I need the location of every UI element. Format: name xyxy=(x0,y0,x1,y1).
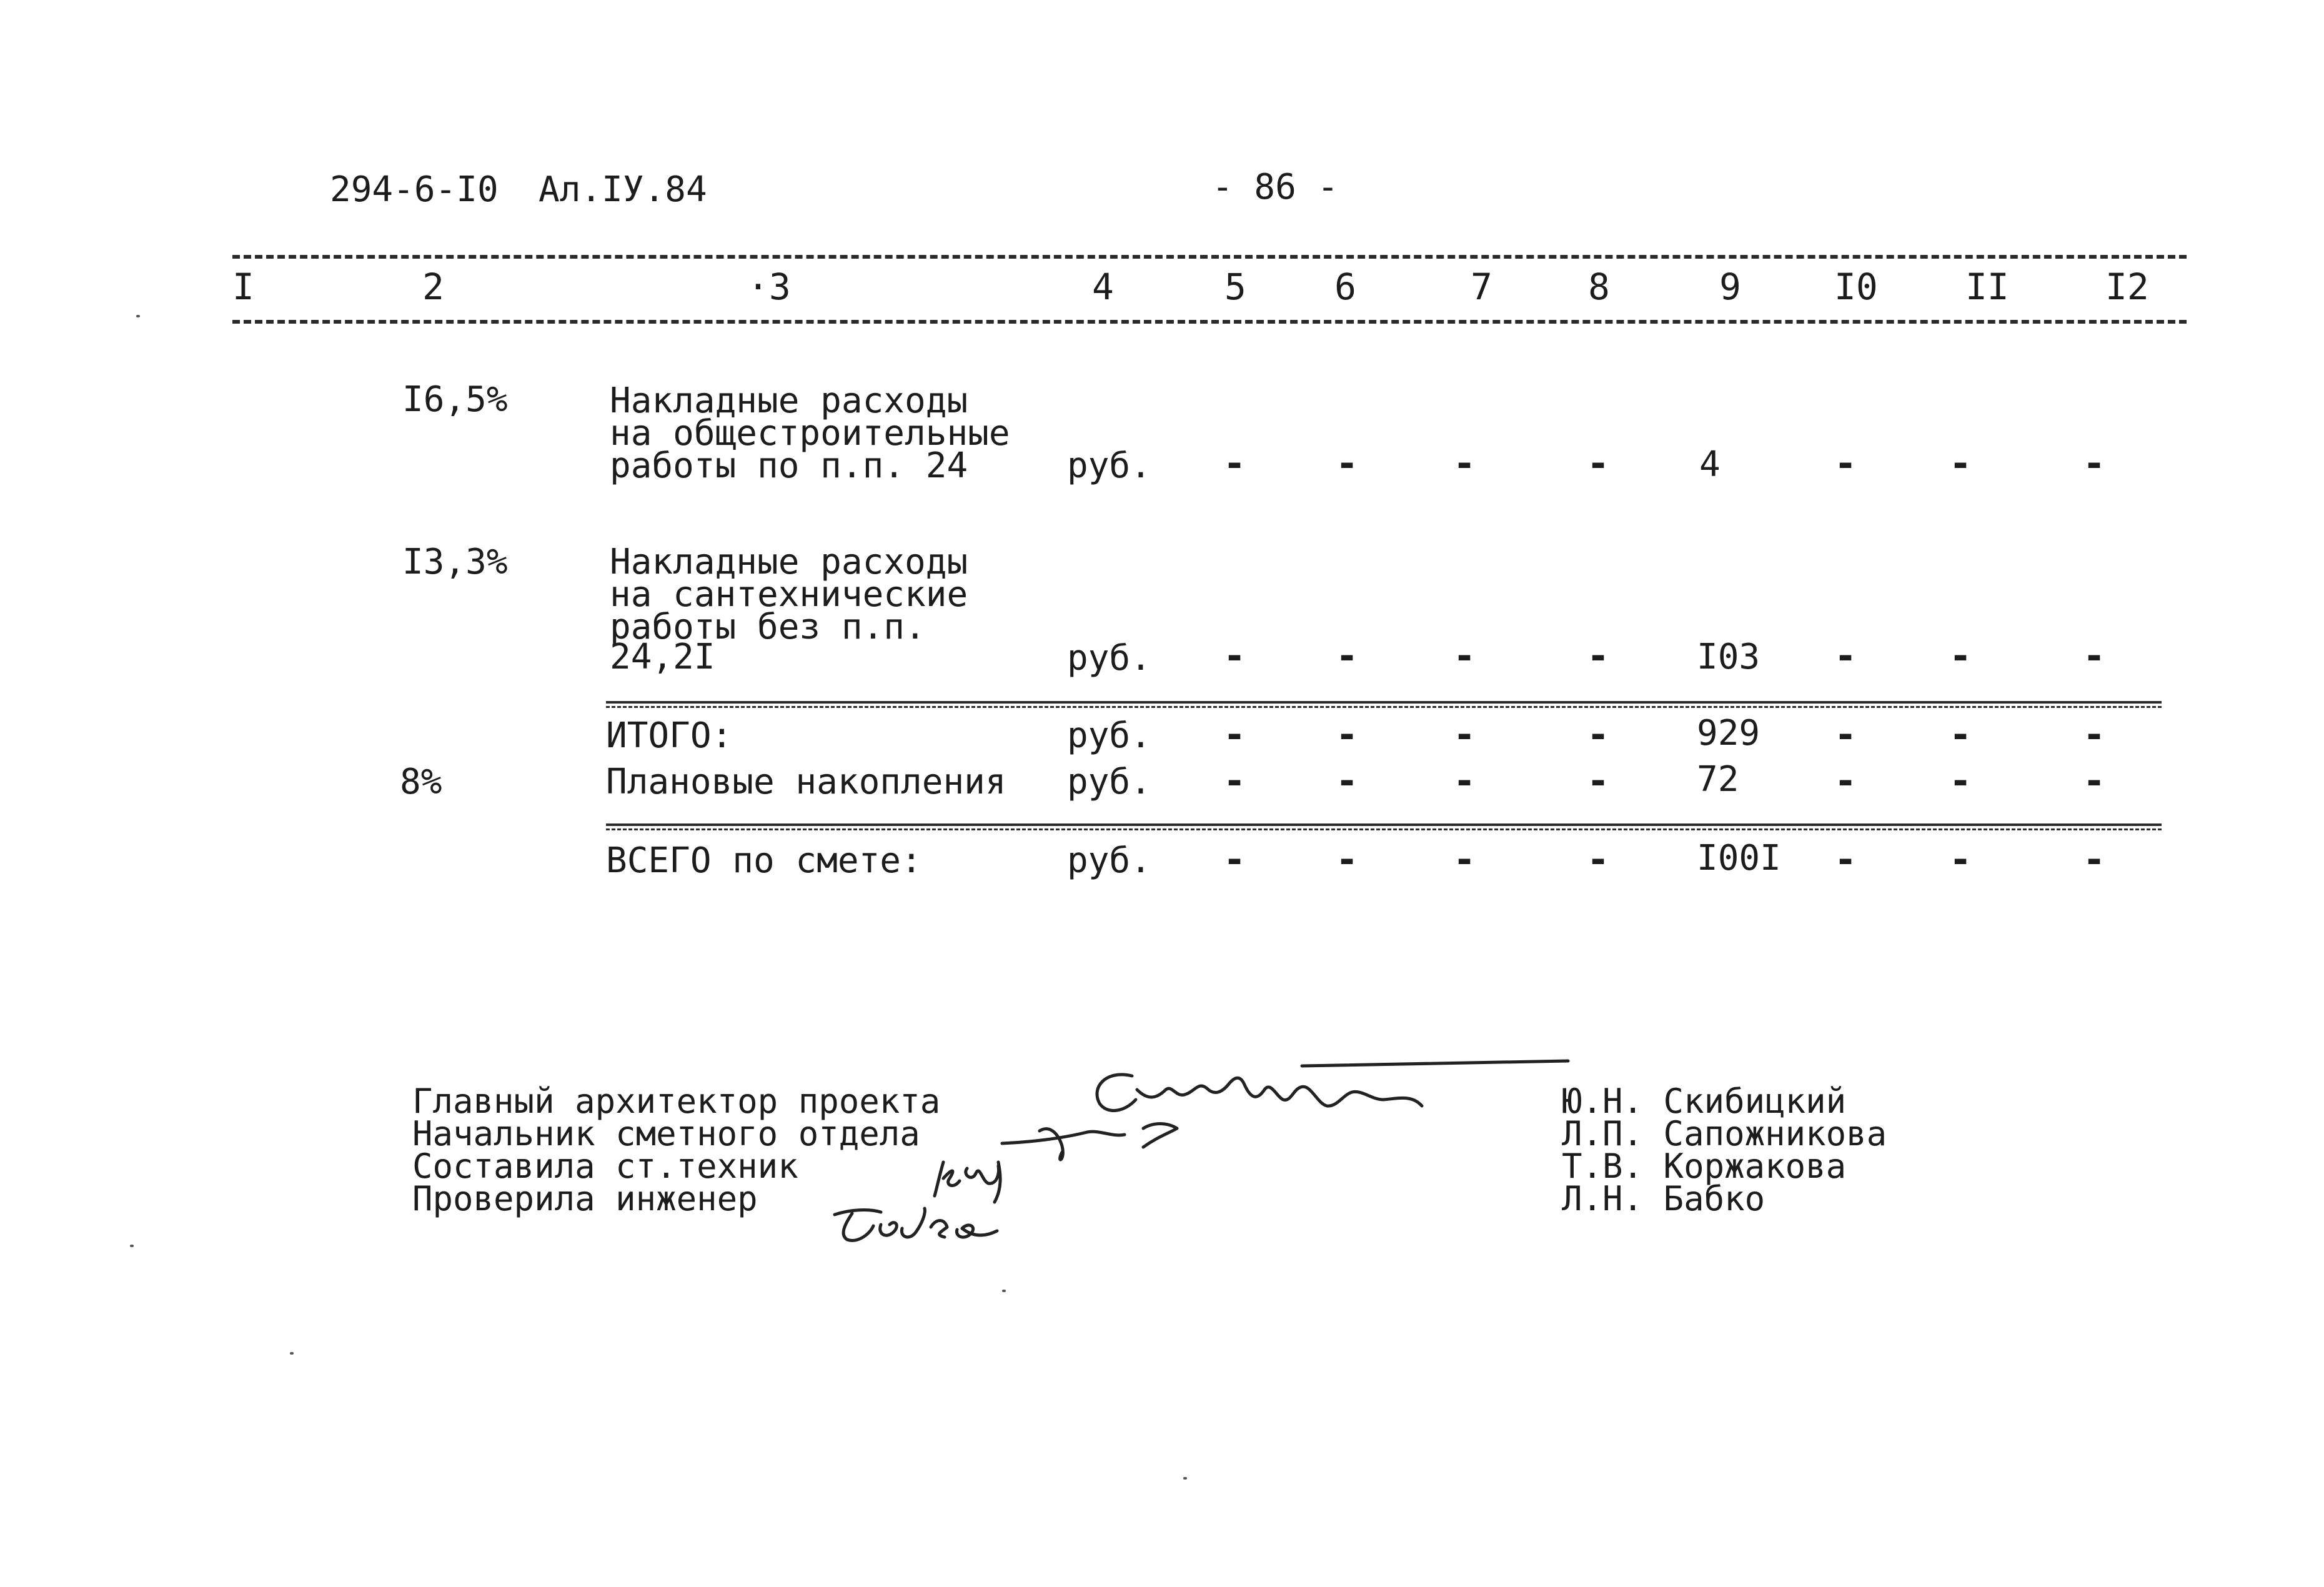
unit-cell: руб. xyxy=(1067,638,1151,679)
signature-chief-architect xyxy=(1097,1061,1568,1110)
value-cell: 72 xyxy=(1697,759,1739,800)
unit-cell: руб. xyxy=(1067,715,1151,756)
signature-compiler xyxy=(935,1162,1000,1202)
album-reference: Ал.IУ.84 xyxy=(539,169,707,210)
value-cell: - xyxy=(1587,713,1610,757)
value-cell: 929 xyxy=(1697,713,1760,754)
description-line: Плановые накопления xyxy=(606,762,1006,802)
signatory-role: Составила ст.техник xyxy=(412,1147,798,1186)
value-cell: - xyxy=(1834,442,1857,485)
column-number: 9 xyxy=(1719,266,1741,308)
description-line: на общестроительные xyxy=(610,413,1010,454)
unit-cell: руб. xyxy=(1067,445,1151,486)
column-number: 7 xyxy=(1471,266,1492,308)
column-number: 5 xyxy=(1224,266,1246,308)
unit-cell: руб. xyxy=(1067,840,1151,881)
value-cell: - xyxy=(1453,713,1476,757)
scan-speck xyxy=(130,1245,134,1247)
signatory-name: Л.П. Сапожникова xyxy=(1562,1114,1887,1153)
signature-estimating-head xyxy=(1002,1124,1177,1160)
value-cell: - xyxy=(1223,634,1246,678)
value-cell: - xyxy=(2083,634,2106,678)
value-cell: - xyxy=(1223,713,1246,757)
column-number: 4 xyxy=(1092,266,1114,308)
value-cell: - xyxy=(1587,838,1610,882)
value-cell: 4 xyxy=(1699,444,1721,485)
scan-speck xyxy=(290,1352,294,1355)
value-cell: - xyxy=(1223,838,1246,882)
column-number: 2 xyxy=(422,266,444,308)
value-cell: - xyxy=(1834,838,1857,882)
page-number: - 86 - xyxy=(1212,167,1339,207)
description-line: Накладные расходы xyxy=(610,542,968,582)
unit-cell: руб. xyxy=(1067,762,1151,802)
column-number: I xyxy=(232,266,254,308)
signatory-name: Т.В. Коржакова xyxy=(1562,1147,1847,1186)
value-cell: - xyxy=(2083,759,2106,803)
column-number: 6 xyxy=(1334,266,1356,308)
value-cell: - xyxy=(1834,713,1857,757)
value-cell: - xyxy=(1223,442,1246,485)
scan-speck xyxy=(1183,1477,1187,1480)
description-line: 24,2I xyxy=(610,637,715,677)
column-number: II xyxy=(1965,266,2009,308)
signature-checker xyxy=(835,1208,997,1240)
document-code: 294-6-I0 xyxy=(330,169,499,210)
scan-speck xyxy=(1002,1290,1006,1292)
value-cell: - xyxy=(1949,713,1972,757)
value-cell: - xyxy=(1453,634,1476,678)
rate-cell: I6,5% xyxy=(402,379,508,420)
scan-speck xyxy=(136,315,140,317)
description-line: работы без п.п. xyxy=(610,607,926,647)
value-cell: - xyxy=(1453,442,1476,485)
value-cell: - xyxy=(1949,759,1972,803)
description-line: Накладные расходы xyxy=(610,381,968,421)
value-cell: - xyxy=(1587,759,1610,803)
value-cell: - xyxy=(1453,838,1476,882)
value-cell: - xyxy=(1949,838,1972,882)
value-cell: - xyxy=(1223,759,1246,803)
value-cell: - xyxy=(2083,442,2106,485)
value-cell: - xyxy=(1336,442,1359,485)
value-cell: - xyxy=(1949,634,1972,678)
column-number: ·3 xyxy=(747,266,791,308)
value-cell: - xyxy=(1336,634,1359,678)
signatory-name: Л.Н. Бабко xyxy=(1562,1179,1765,1218)
column-number: I2 xyxy=(2105,266,2149,308)
description-line: ВСЕГО по смете: xyxy=(606,840,922,881)
value-cell: - xyxy=(1453,759,1476,803)
rate-cell: I3,3% xyxy=(402,542,508,582)
value-cell: - xyxy=(1949,442,1972,485)
value-cell: - xyxy=(1834,634,1857,678)
value-cell: I03 xyxy=(1697,637,1760,677)
column-number: 8 xyxy=(1588,266,1610,308)
rate-cell: 8% xyxy=(400,762,442,802)
value-cell: - xyxy=(2083,713,2106,757)
description-line: работы по п.п. 24 xyxy=(610,445,968,486)
value-cell: - xyxy=(1834,759,1857,803)
description-line: на сантехнические xyxy=(610,574,968,615)
value-cell: - xyxy=(1587,442,1610,485)
description-line: ИТОГО: xyxy=(606,715,733,756)
signatory-name: Ю.Н. Скибицкий xyxy=(1562,1082,1847,1121)
value-cell: - xyxy=(2083,838,2106,882)
value-cell: - xyxy=(1336,713,1359,757)
signatory-role: Начальник сметного отдела xyxy=(412,1114,920,1153)
value-cell: - xyxy=(1587,634,1610,678)
value-cell: - xyxy=(1336,838,1359,882)
value-cell: I00I xyxy=(1697,838,1781,878)
column-number: I0 xyxy=(1834,266,1878,308)
signatory-role: Главный архитектор проекта xyxy=(412,1082,941,1121)
signatory-role: Проверила инженер xyxy=(412,1179,758,1218)
value-cell: - xyxy=(1336,759,1359,803)
